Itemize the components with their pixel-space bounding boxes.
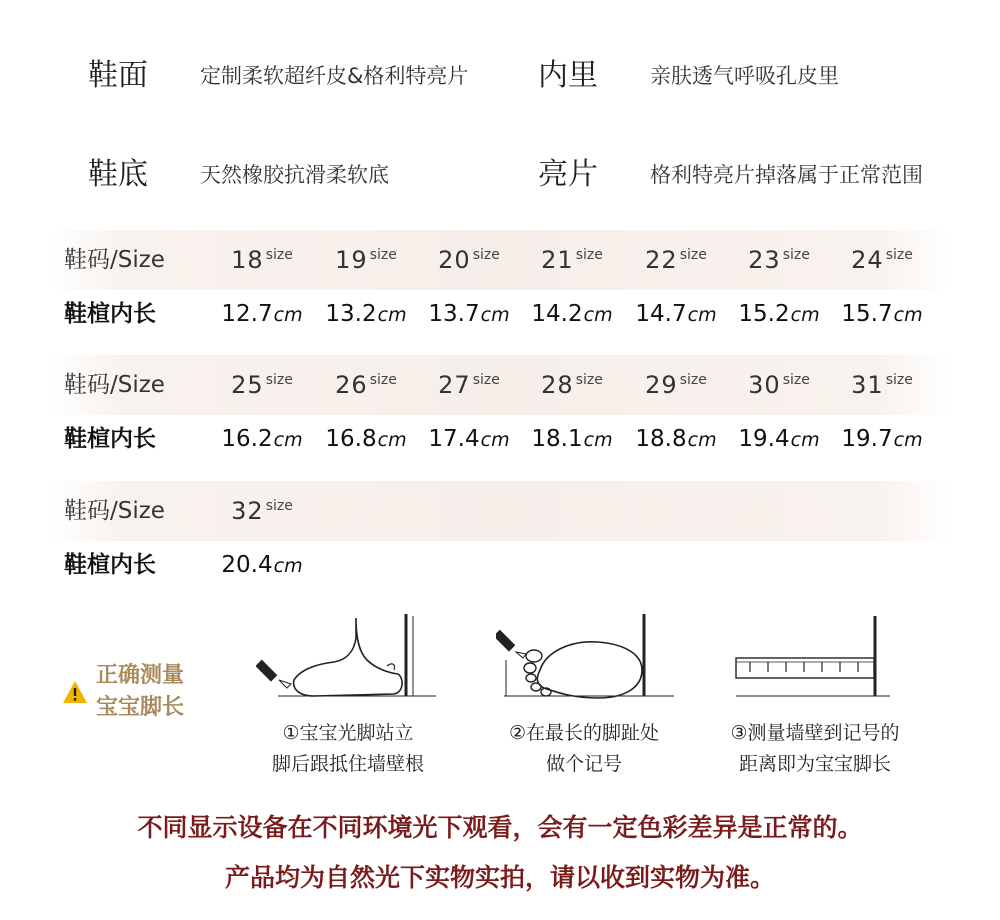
size-value: 19 — [335, 246, 368, 274]
size-suffix: size — [885, 372, 913, 388]
step-2-caption — [464, 718, 704, 780]
length-cell — [314, 409, 418, 471]
length-unit: cm — [687, 304, 717, 326]
footer-note-1: 不同显示设备在不同环境光下观看，会有一定色彩差异是正常的。 — [137, 813, 863, 842]
length-cell — [830, 284, 934, 346]
size-suffix: size — [575, 247, 603, 263]
size-value: 23 — [748, 246, 781, 274]
length-value: 14.2 — [531, 301, 583, 327]
length-value: 13.7 — [428, 301, 480, 327]
size-value: 26 — [335, 371, 368, 399]
length-cell — [727, 284, 831, 346]
size-suffix: size — [369, 247, 397, 263]
spec-label-sole: 鞋底 — [88, 157, 148, 192]
size-value: 27 — [438, 371, 471, 399]
foot-top-mark-icon — [496, 608, 686, 703]
length-cell — [830, 409, 934, 471]
length-unit: cm — [480, 304, 510, 326]
ruler-against-wall-icon — [730, 608, 900, 703]
length-cell — [210, 535, 314, 597]
spec-value-sole: 天然橡胶抗滑柔软底 — [200, 163, 389, 187]
length-value: 15.7 — [841, 301, 893, 327]
size-value: 25 — [231, 371, 264, 399]
length-unit: cm — [583, 304, 613, 326]
length-cell — [210, 284, 314, 346]
length-row-label: 鞋楦内长 — [64, 301, 156, 327]
length-value: 20.4 — [221, 552, 273, 578]
size-value: 20 — [438, 246, 471, 274]
length-value: 16.2 — [221, 426, 273, 452]
length-row — [0, 284, 1000, 344]
size-row-label: 鞋码/Size — [64, 247, 165, 273]
size-value: 30 — [748, 371, 781, 399]
size-row-label: 鞋码/Size — [64, 498, 165, 524]
size-value: 24 — [851, 246, 884, 274]
size-suffix: size — [782, 247, 810, 263]
size-value: 31 — [851, 371, 884, 399]
size-suffix: size — [885, 247, 913, 263]
spec-row-upper — [0, 46, 1000, 106]
length-cell — [314, 284, 418, 346]
size-suffix: size — [575, 372, 603, 388]
size-value: 18 — [231, 246, 264, 274]
spec-value-lining: 亲肤透气呼吸孔皮里 — [650, 64, 839, 88]
size-value: 28 — [541, 371, 574, 399]
measure-title — [62, 660, 212, 724]
length-row-label: 鞋楦内长 — [64, 426, 156, 452]
size-suffix: size — [265, 372, 293, 388]
footer-note-2: 产品均为自然光下实物实拍，请以收到实物为准。 — [224, 863, 775, 892]
length-value: 19.4 — [738, 426, 790, 452]
step-1-line1: ①宝宝光脚站立 — [282, 722, 414, 744]
length-row — [0, 409, 1000, 469]
size-row-label: 鞋码/Size — [64, 372, 165, 398]
length-unit: cm — [273, 304, 303, 326]
length-value: 18.8 — [635, 426, 687, 452]
spec-value-upper: 定制柔软超纤皮&格利特亮片 — [200, 64, 469, 88]
length-cell — [727, 409, 831, 471]
length-cell — [520, 284, 624, 346]
size-suffix: size — [265, 498, 293, 514]
spec-label-sequin: 亮片 — [538, 157, 598, 192]
length-value: 14.7 — [635, 301, 687, 327]
length-cell — [624, 284, 728, 346]
length-cell — [417, 409, 521, 471]
length-row — [0, 535, 1000, 595]
size-row — [0, 355, 1000, 415]
size-suffix: size — [782, 372, 810, 388]
length-row-label: 鞋楦内长 — [64, 552, 156, 578]
size-suffix: size — [369, 372, 397, 388]
length-unit: cm — [790, 429, 820, 451]
size-value: 21 — [541, 246, 574, 274]
spec-value-sequin: 格利特亮片掉落属于正常范围 — [650, 163, 923, 187]
spec-label-upper: 鞋面 — [88, 58, 148, 93]
length-cell — [520, 409, 624, 471]
length-value: 12.7 — [221, 301, 273, 327]
length-unit: cm — [893, 429, 923, 451]
size-row — [0, 481, 1000, 541]
step-1-line2: 脚后跟抵住墙壁根 — [271, 753, 424, 775]
size-value: 29 — [645, 371, 678, 399]
length-unit: cm — [273, 555, 303, 577]
warning-triangle-icon — [62, 680, 88, 704]
step-3-line2: 距离即为宝宝脚长 — [738, 753, 891, 775]
size-value: 32 — [231, 497, 264, 525]
length-unit: cm — [273, 429, 303, 451]
length-value: 17.4 — [428, 426, 480, 452]
length-value: 16.8 — [325, 426, 377, 452]
measure-title-line1: 正确测量 — [96, 663, 185, 688]
step-1-caption — [228, 718, 468, 780]
step-2-line1: ②在最长的脚趾处 — [508, 722, 660, 744]
length-unit: cm — [893, 304, 923, 326]
step-3-caption — [695, 718, 935, 780]
measure-title-line2: 宝宝脚长 — [96, 695, 185, 720]
length-value: 15.2 — [738, 301, 790, 327]
length-cell — [417, 284, 521, 346]
size-value: 22 — [645, 246, 678, 274]
length-value: 19.7 — [841, 426, 893, 452]
length-unit: cm — [480, 429, 510, 451]
length-unit: cm — [687, 429, 717, 451]
foot-side-against-wall-icon — [256, 608, 446, 703]
length-unit: cm — [790, 304, 820, 326]
step-2-line2: 做个记号 — [545, 753, 622, 775]
size-suffix: size — [472, 372, 500, 388]
spec-label-lining: 内里 — [538, 58, 598, 93]
size-suffix: size — [679, 372, 707, 388]
length-unit: cm — [377, 429, 407, 451]
size-suffix: size — [472, 247, 500, 263]
length-value: 13.2 — [325, 301, 377, 327]
size-row — [0, 230, 1000, 290]
length-cell — [210, 409, 314, 471]
size-suffix: size — [679, 247, 707, 263]
length-cell — [624, 409, 728, 471]
length-unit: cm — [583, 429, 613, 451]
length-unit: cm — [377, 304, 407, 326]
spec-row-sole — [0, 145, 1000, 205]
size-suffix: size — [265, 247, 293, 263]
length-value: 18.1 — [531, 426, 583, 452]
step-3-line1: ③测量墙壁到记号的 — [730, 722, 900, 744]
